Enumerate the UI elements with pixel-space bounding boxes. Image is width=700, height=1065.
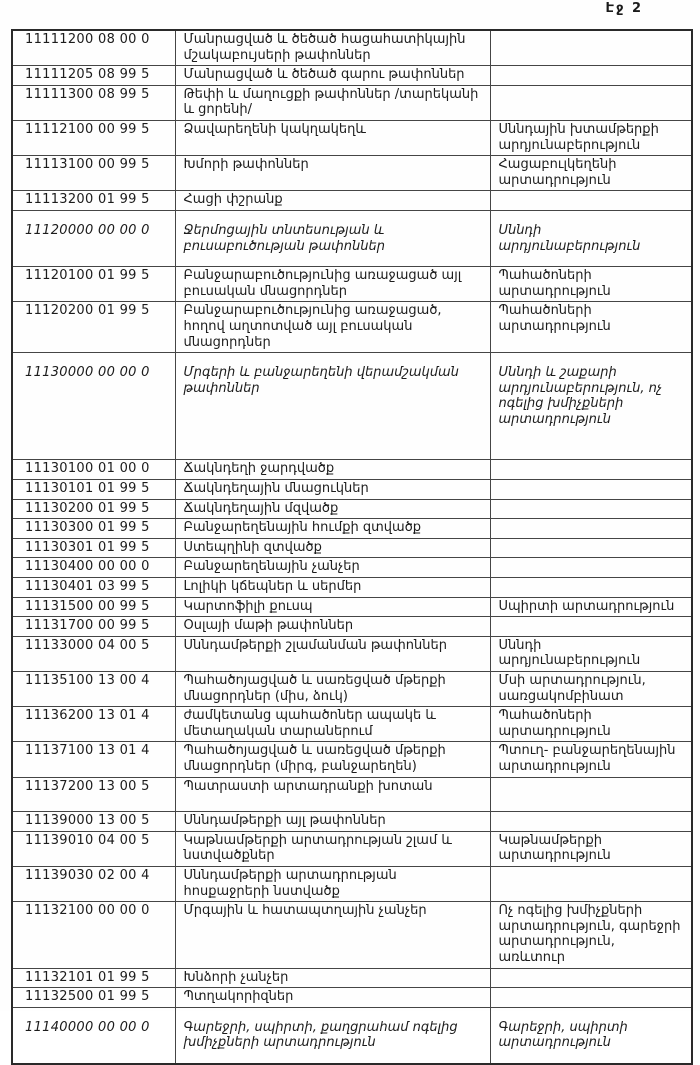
code-cell: 11111205 08 99 5: [12, 66, 175, 86]
table-row: [12, 742, 692, 777]
table-row: [12, 480, 692, 500]
description-cell: Բանջարեղենային հումքի զտվածք: [175, 519, 490, 539]
table-row: [12, 538, 692, 558]
table-row: [12, 812, 692, 832]
code-cell: 11130200 01 99 5: [12, 499, 175, 519]
description-cell: Թեփի և մաղուցքի թափոններ /տարեկանի և ցորենի/: [175, 85, 490, 120]
table-row: [12, 460, 692, 480]
code-cell: 11137100 13 01 4: [12, 742, 175, 777]
code-cell: 11112100 00 99 5: [12, 120, 175, 155]
description-cell: Խմորի թափոններ: [175, 156, 490, 191]
table-row: [12, 30, 692, 66]
table-row: [12, 617, 692, 637]
code-cell: 11130400 00 00 0: [12, 558, 175, 578]
table-row: [12, 636, 692, 671]
waste-classification-table: [11, 29, 693, 1065]
industry-cell: Պահածոների արտադրություն: [490, 707, 692, 742]
code-cell: 11130300 01 99 5: [12, 519, 175, 539]
table-row: [12, 66, 692, 86]
table-row: [12, 988, 692, 1008]
code-cell: 11113200 01 99 5: [12, 191, 175, 211]
code-cell: 11120000 00 00 0: [12, 210, 175, 266]
code-cell: 11120100 01 99 5: [12, 267, 175, 302]
description-cell: Ճակնդեղային մզվածք: [175, 499, 490, 519]
industry-cell: Կաթնամթերքի արտադրություն: [490, 831, 692, 866]
description-cell: Լոլիկի կճեպներ և սերմեր: [175, 578, 490, 598]
industry-cell: [490, 812, 692, 832]
code-cell: 11131700 00 99 5: [12, 617, 175, 637]
description-cell: Մրգերի և բանջարեղենի վերամշակման թափոններ: [175, 353, 490, 460]
table-row: [12, 191, 692, 211]
industry-cell: Սպիրտի արտադրություն: [490, 597, 692, 617]
code-cell: 11130401 03 99 5: [12, 578, 175, 598]
code-cell: 11139030 02 00 4: [12, 866, 175, 901]
industry-cell: Մսի արտադրություն, սառցակոմբինատ: [490, 672, 692, 707]
table-row: [12, 1007, 692, 1064]
description-cell: Բանջարեղենային չանչեր: [175, 558, 490, 578]
industry-cell: [490, 499, 692, 519]
description-cell: Ճակնդեղային մնացուկներ: [175, 480, 490, 500]
table-row: [12, 558, 692, 578]
description-cell: Մրգային և հատապտղային չանչեր: [175, 902, 490, 968]
code-cell: 11137200 13 00 5: [12, 777, 175, 812]
table-row: [12, 499, 692, 519]
description-cell: Պտղակորիզներ: [175, 988, 490, 1008]
table-body: [12, 30, 692, 1064]
description-cell: Բանջարաբուծությունից առաջացած, հողով աղտոտված այլ բուսական մնացորդներ: [175, 302, 490, 353]
industry-cell: Սննդի արդյունաբերություն: [490, 210, 692, 266]
code-cell: 11130000 00 00 0: [12, 353, 175, 460]
code-cell: 11130100 01 00 0: [12, 460, 175, 480]
table-row: [12, 519, 692, 539]
description-cell: Սննդամթերքի այլ թափոններ: [175, 812, 490, 832]
description-cell: Սննդամթերքի արտադրության հոսքաջրերի նստվածք: [175, 866, 490, 901]
table-row: [12, 866, 692, 901]
industry-cell: [490, 85, 692, 120]
table-row: [12, 597, 692, 617]
industry-cell: [490, 617, 692, 637]
code-cell: 11132500 01 99 5: [12, 988, 175, 1008]
description-cell: Ձավարեղենի կակղակեղև: [175, 120, 490, 155]
industry-cell: [490, 30, 692, 66]
code-cell: 11133000 04 00 5: [12, 636, 175, 671]
table-row: [12, 156, 692, 191]
table-row: [12, 353, 692, 460]
industry-cell: Գարեջրի, սպիրտի արտադրություն: [490, 1007, 692, 1064]
description-cell: Ջերմոցային տնտեսության և բուսաբուծության թափոններ: [175, 210, 490, 266]
description-cell: Պահածոյացված և սառեցված մթերքի մնացորդներ (միրգ, բանջարեղեն): [175, 742, 490, 777]
table-row: [12, 120, 692, 155]
code-cell: 11139010 04 00 5: [12, 831, 175, 866]
industry-cell: Պտուղ- բանջարեղենային արտադրություն: [490, 742, 692, 777]
description-cell: Ճակնդեղի ջարդվածք: [175, 460, 490, 480]
code-cell: 11132101 01 99 5: [12, 968, 175, 988]
table-row: [12, 302, 692, 353]
table-row: [12, 85, 692, 120]
industry-cell: Պահածոների արտադրություն: [490, 267, 692, 302]
table-row: [12, 267, 692, 302]
table-row: [12, 902, 692, 968]
industry-cell: Սննդի արդյունաբերություն: [490, 636, 692, 671]
description-cell: Կաթնամթերքի արտադրության շլամ և նստվածքներ: [175, 831, 490, 866]
description-cell: Մանրացված և ծեծած հացահատիկային մշակաբույսերի թափոններ: [175, 30, 490, 66]
description-cell: Կարտոֆիլի քուսպ: [175, 597, 490, 617]
code-cell: 11111300 08 99 5: [12, 85, 175, 120]
industry-cell: [490, 558, 692, 578]
code-cell: 11120200 01 99 5: [12, 302, 175, 353]
industry-cell: [490, 578, 692, 598]
description-cell: Պահածոյացված և սառեցված մթերքի մնացորդներ (միս, ձուկ): [175, 672, 490, 707]
table-row: [12, 210, 692, 266]
industry-cell: Ոչ ոգելից խմիչքների արտադրություն, գարեջրի արտադրություն, առևտուր: [490, 902, 692, 968]
code-cell: 11130101 01 99 5: [12, 480, 175, 500]
description-cell: Հացի փշրանք: [175, 191, 490, 211]
table-row: [12, 831, 692, 866]
description-cell: Ստեպղինի զտվածք: [175, 538, 490, 558]
code-cell: 11131500 00 99 5: [12, 597, 175, 617]
code-cell: 11140000 00 00 0: [12, 1007, 175, 1064]
table-row: [12, 672, 692, 707]
table-row: [12, 578, 692, 598]
code-cell: 11111200 08 00 0: [12, 30, 175, 66]
description-cell: Խնձորի չանչեր: [175, 968, 490, 988]
industry-cell: [490, 460, 692, 480]
table-row: [12, 707, 692, 742]
industry-cell: [490, 777, 692, 812]
description-cell: ժամկետանց պահածոներ ապակե և մետաղական տարաներում: [175, 707, 490, 742]
description-cell: Մանրացված և ծեծած գարու թափոններ: [175, 66, 490, 86]
code-cell: 11136200 13 01 4: [12, 707, 175, 742]
description-cell: Սննդամթերքի շլամանման թափոններ: [175, 636, 490, 671]
industry-cell: [490, 866, 692, 901]
description-cell: Բանջարաբուծությունից առաջացած այլ բուսական մնացորդներ: [175, 267, 490, 302]
code-cell: 11135100 13 00 4: [12, 672, 175, 707]
industry-cell: [490, 538, 692, 558]
industry-cell: Հացաբուլկեղենի արտադրություն: [490, 156, 692, 191]
description-cell: Գարեջրի, սպիրտի, քաղցրահամ ոգելից խմիչքների արտադրություն: [175, 1007, 490, 1064]
industry-cell: [490, 480, 692, 500]
code-cell: 11139000 13 00 5: [12, 812, 175, 832]
industry-cell: Պահածոների արտադրություն: [490, 302, 692, 353]
description-cell: Օսլայի մաթի թափոններ: [175, 617, 490, 637]
page-number: Էջ 2: [605, 1, 643, 16]
industry-cell: Սննդի և շաքարի արդյունաբերություն, ոչ ոգելից խմիչքների արտադրություն: [490, 353, 692, 460]
code-cell: 11132100 00 00 0: [12, 902, 175, 968]
industry-cell: [490, 66, 692, 86]
industry-cell: Սննդային խտամթերքի արդյունաբերություն: [490, 120, 692, 155]
code-cell: 11113100 00 99 5: [12, 156, 175, 191]
table-row: [12, 968, 692, 988]
industry-cell: [490, 191, 692, 211]
code-cell: 11130301 01 99 5: [12, 538, 175, 558]
industry-cell: [490, 968, 692, 988]
table-row: [12, 777, 692, 812]
industry-cell: [490, 519, 692, 539]
industry-cell: [490, 988, 692, 1008]
description-cell: Պատրաստի արտադրանքի խոտան: [175, 777, 490, 812]
